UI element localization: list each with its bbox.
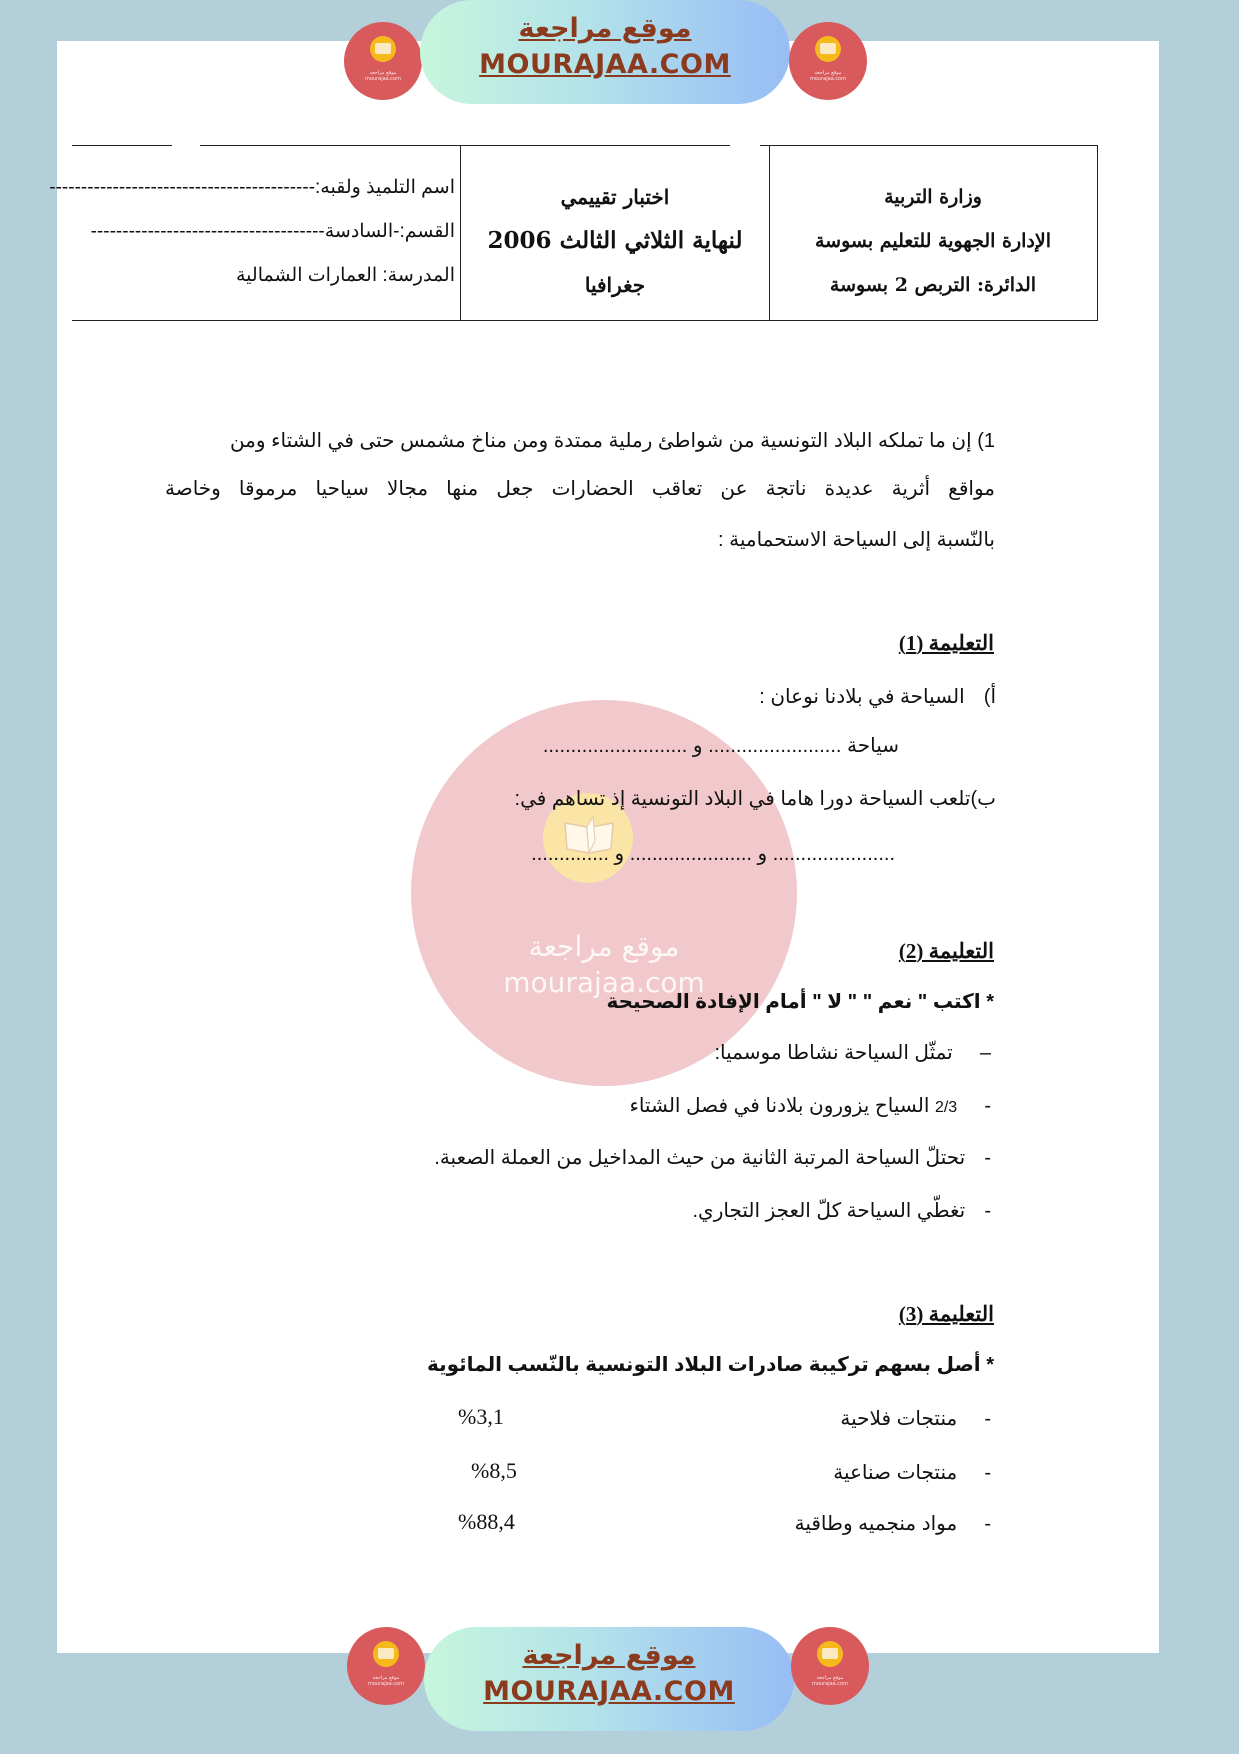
task1-title: التعليمة (1) xyxy=(898,631,994,655)
task3-item-value[interactable]: %8,5 xyxy=(471,1458,517,1483)
item-text: تغطّي السياحة كلّ العجز التجاري. xyxy=(692,1200,966,1222)
banner-latin-title: MOURAJAA.COM xyxy=(483,1676,735,1707)
site-banner-top[interactable] xyxy=(420,0,790,104)
task3-item-label[interactable] xyxy=(795,1511,991,1536)
item-bullet: - xyxy=(984,1095,991,1117)
class-field[interactable] xyxy=(75,210,455,254)
task1-b xyxy=(515,786,996,811)
site-logo-left-bottom[interactable] xyxy=(347,1627,425,1705)
header-bottom-rule xyxy=(72,320,1098,321)
student-name-label: اسم التلميذ ولقبه: xyxy=(315,177,455,198)
task3-item-value[interactable]: %3,1 xyxy=(458,1404,504,1429)
header-divider xyxy=(460,145,461,320)
task1-a-text: السياحة في بلادنا نوعان : xyxy=(759,686,965,708)
class-label: القسم: xyxy=(399,221,455,242)
task3-item-value[interactable]: %88,4 xyxy=(458,1509,515,1534)
intro-line-2: مواقع أثرية عديدة ناتجة عن تعاقب الحضارات جعل منها مجالا سياحيا مرموقا وخاصة xyxy=(165,478,995,500)
regional-directorate: الإدارة الجهوية للتعليم بسوسة xyxy=(814,230,1051,252)
student-name-blank: ------------------------------------------ xyxy=(49,177,316,198)
book-icon xyxy=(375,43,391,54)
book-icon xyxy=(822,1648,838,1659)
task1-b-label: ب) xyxy=(970,788,996,810)
export-label: منتجات فلاحية xyxy=(840,1408,958,1430)
class-value: -السادسة xyxy=(324,221,400,242)
task1-a-answer[interactable]: سياحة ........................ و .......................... xyxy=(542,735,899,757)
task2-item[interactable] xyxy=(434,1145,991,1170)
item-fraction: 2/3 xyxy=(934,1099,958,1116)
item-text: السياح يزورون بلادنا في فصل الشتاء xyxy=(629,1095,930,1117)
watermark-arabic: موقع مراجعة xyxy=(528,930,680,963)
item-text: تحتلّ السياحة المرتبة الثانية من حيث المداخيل من العملة الصعبة. xyxy=(434,1147,966,1169)
class-blank: ------------------------------------- xyxy=(90,221,325,242)
task1-a xyxy=(759,684,996,709)
logo-caption: موقع مراجعة mourajaa.com xyxy=(364,70,401,82)
task2-title: التعليمة (2) xyxy=(898,939,994,963)
item-text: تمثّل السياحة نشاطا موسميا: xyxy=(714,1042,953,1064)
site-banner-bottom[interactable] xyxy=(424,1627,794,1731)
ministry-block xyxy=(772,175,1094,307)
item-bullet: - xyxy=(984,1147,991,1169)
watermark-latin: mourajaa.com xyxy=(503,966,705,999)
logo-caption: موقع مراجعة mourajaa.com xyxy=(809,70,846,82)
banner-latin-title: MOURAJAA.COM xyxy=(479,49,731,80)
student-name-field[interactable] xyxy=(49,166,455,210)
intro-line-1: 1) إن ما تملكه البلاد التونسية من شواطئ رملية ممتدة ومن مناخ مشمس حتى في الشتاء ومن xyxy=(229,430,995,452)
item-bullet: - xyxy=(984,1408,991,1430)
school-value: العمارات الشمالية xyxy=(235,265,378,286)
book-icon xyxy=(820,43,836,54)
task1-a-label: أ) xyxy=(983,686,996,708)
exam-type: اختبار تقييمي xyxy=(560,185,670,209)
exam-title-block xyxy=(463,175,767,307)
header-right-border xyxy=(1097,145,1098,320)
school-field xyxy=(75,254,455,298)
student-info-block xyxy=(49,166,455,298)
task2-item[interactable] xyxy=(693,1198,992,1223)
task3-instruction: * أصل بسهم تركيبة صادرات البلاد التونسية بالنّسب المائوية xyxy=(426,1354,994,1376)
export-label: منتجات صناعية xyxy=(833,1462,958,1484)
item-bullet: - xyxy=(984,1462,991,1484)
export-label: مواد منجميه وطاقية xyxy=(794,1513,958,1535)
header-top-rule xyxy=(200,145,730,146)
item-bullet: - xyxy=(984,1200,991,1222)
exam-subject: جغرافيا xyxy=(584,273,646,297)
logo-caption: موقع مراجعة mourajaa.com xyxy=(811,1675,848,1687)
intro-line-3: بالنّسبة إلى السياحة الاستحمامية : xyxy=(718,529,995,551)
task3-item-label[interactable] xyxy=(833,1460,991,1485)
site-logo-right-top[interactable] xyxy=(789,22,867,100)
site-logo-left-top[interactable] xyxy=(344,22,422,100)
task1-b-answer[interactable]: ...................... و ...................... و .............. xyxy=(531,843,895,865)
task2-instruction: * اكتب " نعم " " لا " أمام الإفادة الصحيحة xyxy=(606,991,994,1013)
task2-item[interactable] xyxy=(629,1093,991,1118)
item-bullet: – xyxy=(979,1042,991,1064)
item-bullet: - xyxy=(984,1513,991,1535)
header-divider xyxy=(769,145,770,320)
header-top-rule xyxy=(72,145,172,146)
task3-title: التعليمة (3) xyxy=(898,1302,994,1326)
task2-item[interactable] xyxy=(714,1040,991,1065)
banner-arabic-title: موقع مراجعة xyxy=(518,13,692,44)
task3-item-label[interactable] xyxy=(840,1406,991,1431)
banner-arabic-title: موقع مراجعة xyxy=(522,1640,696,1671)
logo-caption: موقع مراجعة mourajaa.com xyxy=(367,1675,404,1687)
book-icon xyxy=(378,1648,394,1659)
school-label: المدرسة: xyxy=(382,265,455,286)
task1-b-text: تلعب السياحة دورا هاما في البلاد التونسية إذ تساهم في: xyxy=(514,788,971,810)
site-logo-right-bottom[interactable] xyxy=(791,1627,869,1705)
district: الدائرة: التربص 2 بسوسة xyxy=(829,274,1037,296)
ministry-name: وزارة التربية xyxy=(884,186,982,208)
exam-term: لنهاية الثلاثي الثالث 2006 xyxy=(487,227,743,254)
header-top-rule xyxy=(760,145,1098,146)
